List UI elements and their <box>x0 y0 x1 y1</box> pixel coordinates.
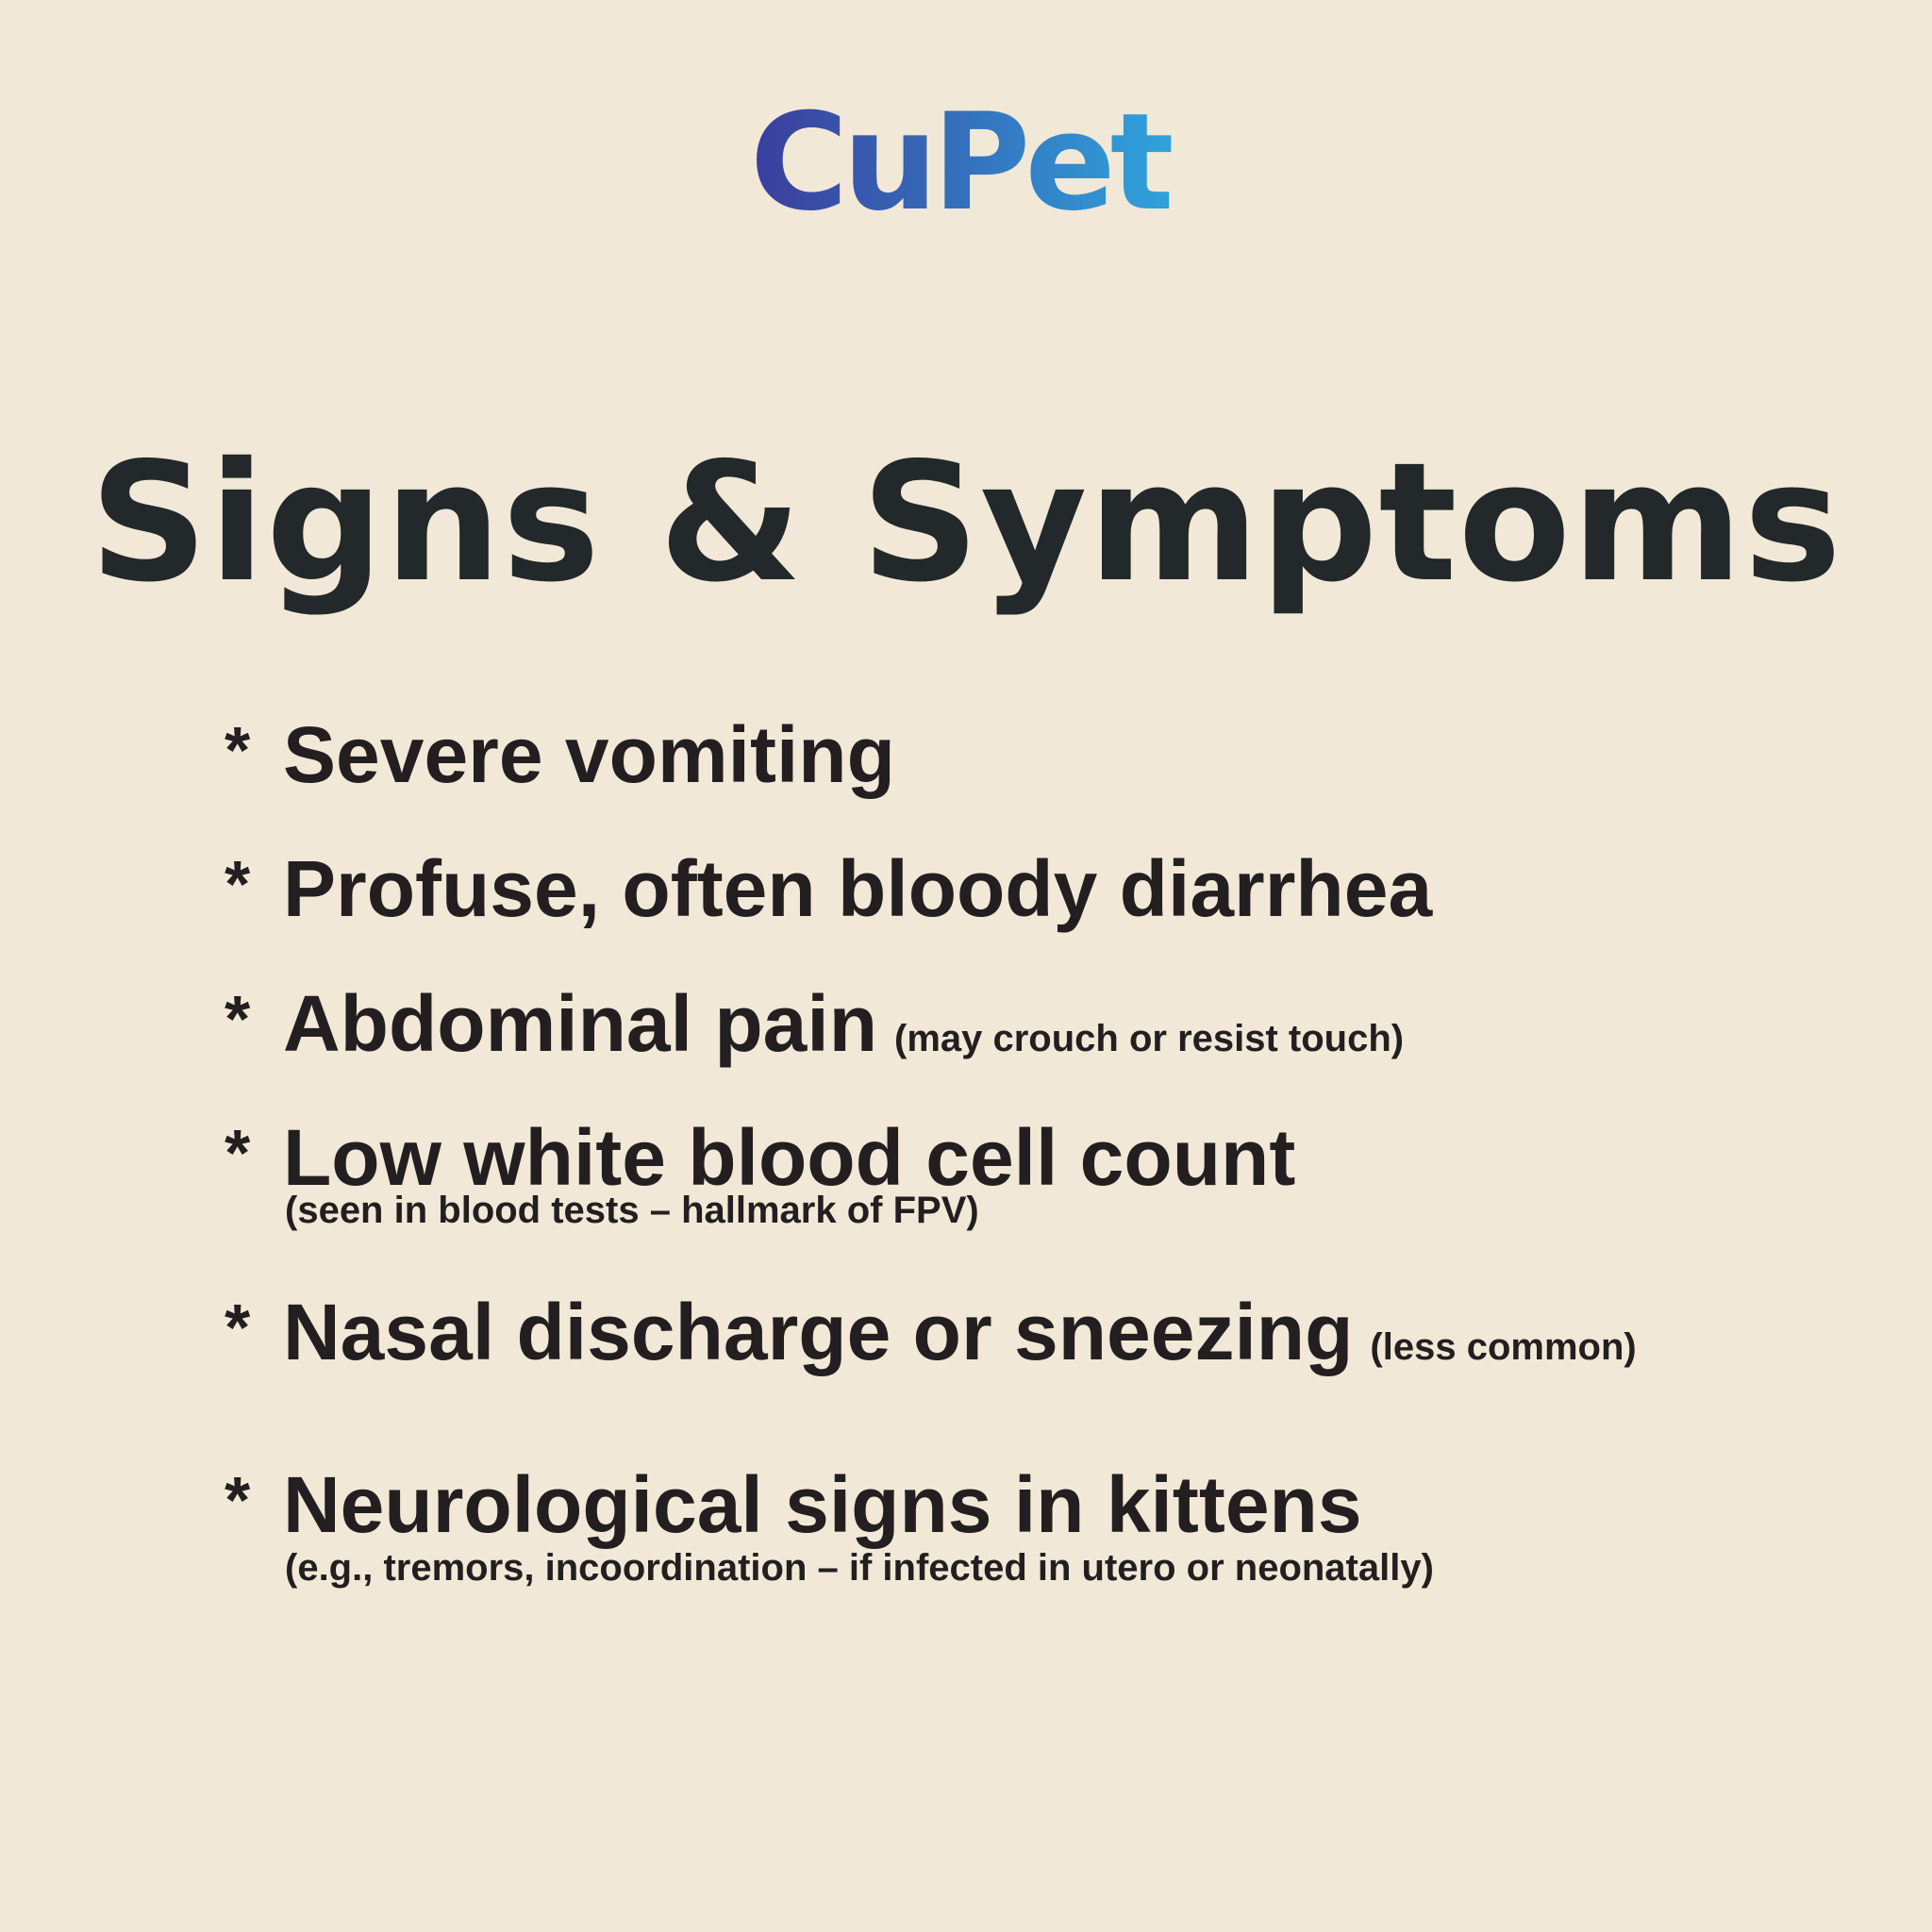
symptom-subnote: (seen in blood tests – hallmark of FPV) <box>285 1190 979 1231</box>
symptom-line <box>283 979 1405 1068</box>
symptom-label: Profuse, often bloody diarrhea <box>283 844 1433 933</box>
symptom-label: Low white blood cell count <box>283 1113 1296 1202</box>
bullet-asterisk: * <box>225 1291 251 1364</box>
symptom-label: Severe vomiting <box>283 710 895 799</box>
cupet-logo <box>750 90 1184 231</box>
symptom-label: Neurological signs in kittens <box>283 1460 1362 1549</box>
bullet-asterisk: * <box>225 982 251 1056</box>
bullet-asterisk: * <box>225 713 251 787</box>
symptom-line <box>283 1288 1637 1376</box>
symptom-label: Nasal discharge or sneezing <box>283 1288 1354 1376</box>
bullet-asterisk: * <box>225 1116 251 1190</box>
symptom-note: (less common) <box>1370 1326 1637 1368</box>
symptom-subnote: (e.g., tremors, incoordination – if infected in utero or neonatally) <box>285 1547 1434 1589</box>
symptom-label: Abdominal pain <box>283 979 877 1068</box>
page-title: Signs & Symptoms <box>89 427 1843 619</box>
bullet-asterisk: * <box>225 847 251 921</box>
symptom-note: (may crouch or resist touch) <box>894 1018 1405 1059</box>
bullet-asterisk: * <box>225 1463 251 1537</box>
svg-text:CuPet: CuPet <box>750 90 1169 231</box>
